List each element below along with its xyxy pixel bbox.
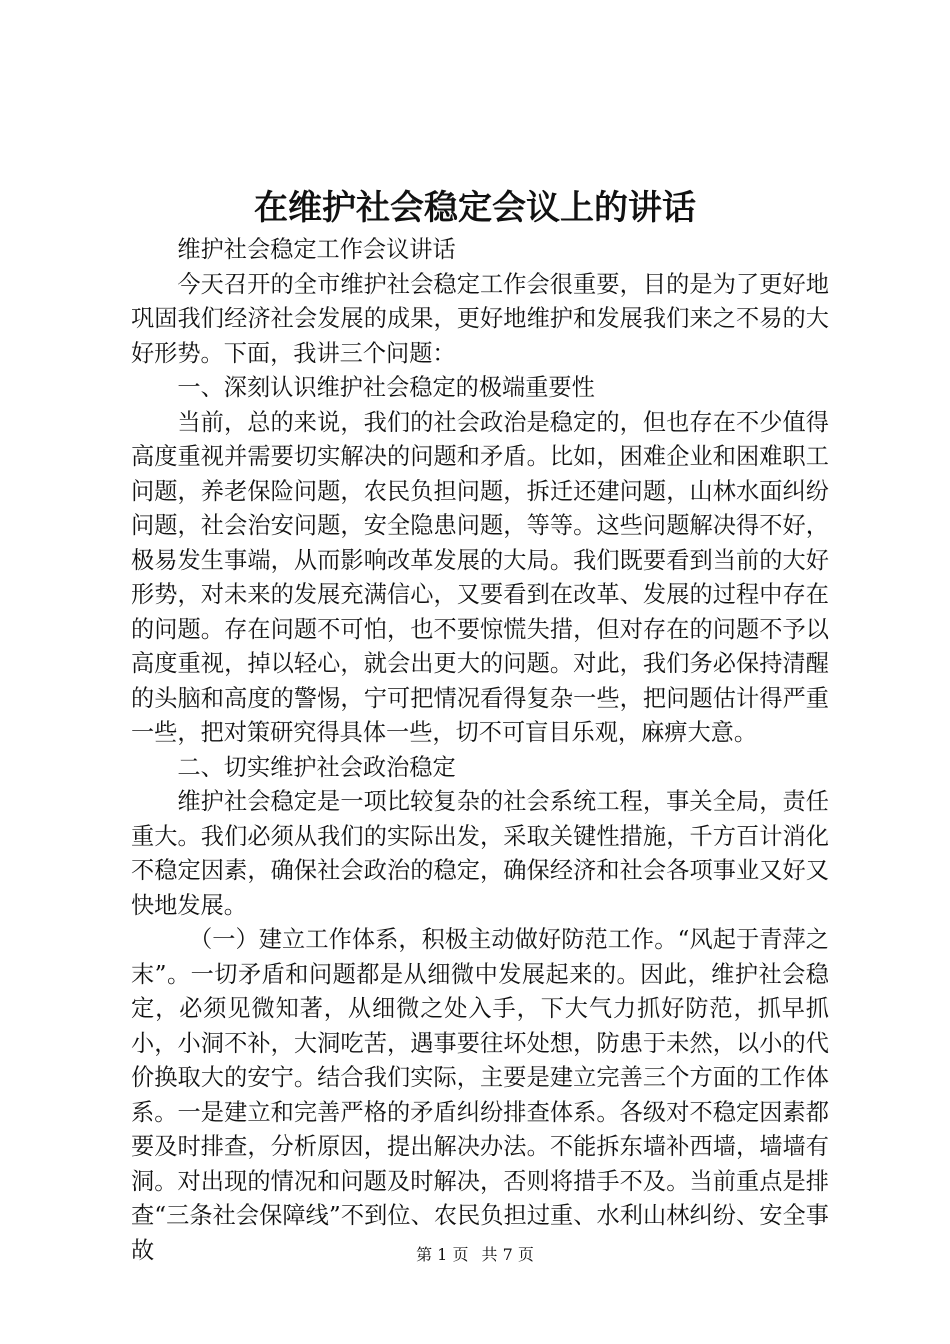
- section-heading-1: 一、深刻认识维护社会稳定的极端重要性: [177, 374, 595, 401]
- document-body: [131, 233, 829, 1268]
- paragraph-section-2: 维护社会稳定是一项比较复杂的社会系统工程，事关全局，责任重大。我们必须从我们的实际出发，采取关键性措施，千方百计消化不稳定因素，确保社会政治的稳定，确保经济和社会各项事业又好又快地发展。: [131, 788, 829, 919]
- page-number: 第 1 页: [416, 1245, 469, 1264]
- paragraph-section-1: 当前，总的来说，我们的社会政治是稳定的，但也存在不少值得高度重视并需要切实解决的问题和矛盾。比如，困难企业和困难职工问题，养老保险问题，农民负担问题，拆迁还建问题，山林水面纠纷问题，社会治安问题，安全隐患问题，等等。这些问题解决得不好，极易发生事端，从而影响改革发展的大局。我们既要看到当前的大好形势，对未来的发展充满信心，又要看到在改革、发展的过程中存在的问题。存在问题不可怕，也不要惊慌失措，但对存在的问题不予以高度重视，掉以轻心，就会出更大的问题。对此，我们务必保持清醒的头脑和高度的警惕，宁可把情况看得复杂一些，把问题估计得严重一些，把对策研究得具体一些，切不可盲目乐观，麻痹大意。: [131, 408, 829, 746]
- section-heading-2: 二、切实维护社会政治稳定: [177, 753, 456, 781]
- page-total: 共 7 页: [481, 1245, 534, 1264]
- paragraph-intro: 今天召开的全市维护社会稳定工作会很重要，目的是为了更好地巩固我们经济社会发展的成果，更好地维护和发展我们来之不易的大好形势。下面，我讲三个问题：: [131, 270, 829, 367]
- document-title: 在维护社会稳定会议上的讲话: [254, 188, 696, 228]
- paragraph-subsection-1: （一）建立工作体系，积极主动做好防范工作。“风起于青萍之末”。一切矛盾和问题都是从细微中发展起来的。因此，维护社会稳定，必须见微知著，从细微之处入手，下大气力抓好防范，抓早抓小，小洞不补，大洞吃苦，遇事要往坏处想，防患于未然，以小的代价换取大的安宁。结合我们实际，主要是建立完善三个方面的工作体系。一是建立和完善严格的矛盾纠纷排查体系。各级对不稳定因素都要及时排查，分析原因，提出解决办法。不能拆东墙补西墙，墙墙有洞。对出现的情况和问题及时解决，否则将措手不及。当前重点是排查“三条社会保障线”不到位、农民负担过重、水利山林纠纷、安全事故: [131, 926, 829, 1264]
- page-footer: [0, 1244, 950, 1266]
- paragraph-subtitle: 维护社会稳定工作会议讲话: [177, 236, 456, 263]
